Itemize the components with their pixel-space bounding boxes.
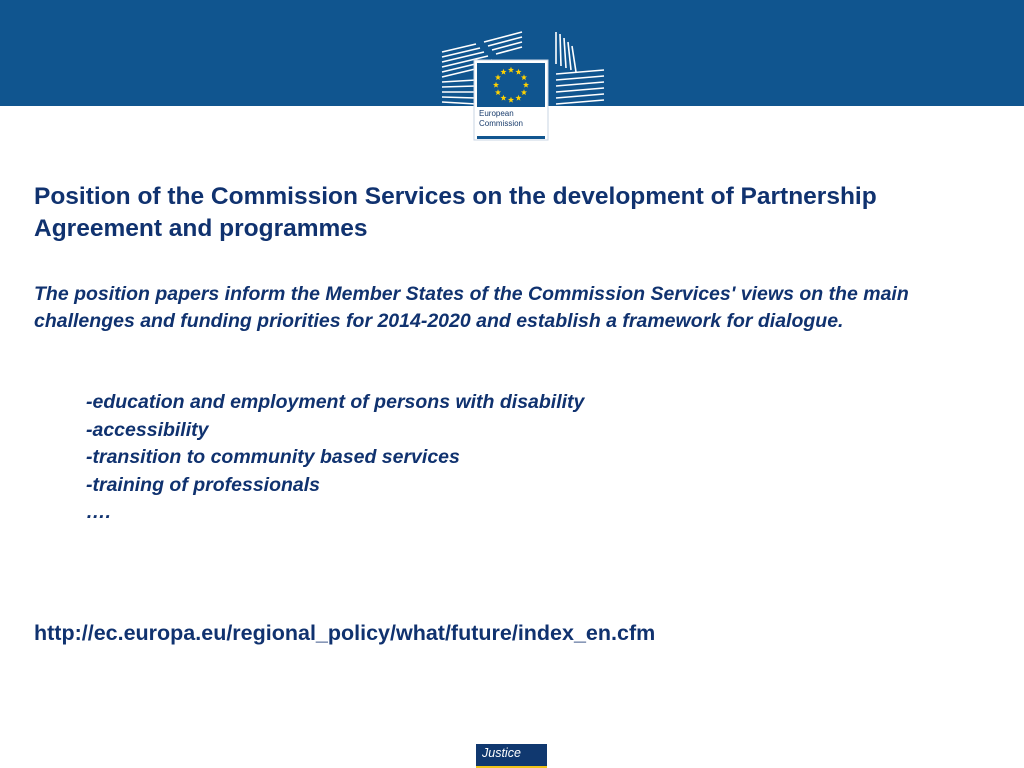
logo-text-line2: Commission	[479, 119, 524, 128]
bullet-item: -transition to community based services	[86, 446, 460, 468]
european-commission-logo	[440, 30, 606, 142]
bullet-item: -education and employment of persons with disability	[86, 391, 585, 413]
footer-justice-tag: Justice	[476, 744, 547, 768]
reference-link[interactable]: http://ec.europa.eu/regional_policy/what/future/index_en.cfm	[34, 621, 656, 645]
bullet-item: -training of professionals	[86, 473, 321, 496]
logo-text	[479, 109, 547, 129]
slide-title: Position of the Commission Services on the development of Partnership Agreement and programmes	[34, 183, 877, 242]
bullet-list	[86, 389, 786, 527]
logo-text-line1: European	[479, 109, 514, 118]
bullet-item: ….	[86, 501, 111, 523]
bullet-item: -accessibility	[86, 418, 209, 441]
intro-paragraph: The position papers inform the Member States of the Commission Services' views on the main challenges and funding priorities for 2014-2020 and establish a framework for dialogue.	[34, 283, 909, 332]
